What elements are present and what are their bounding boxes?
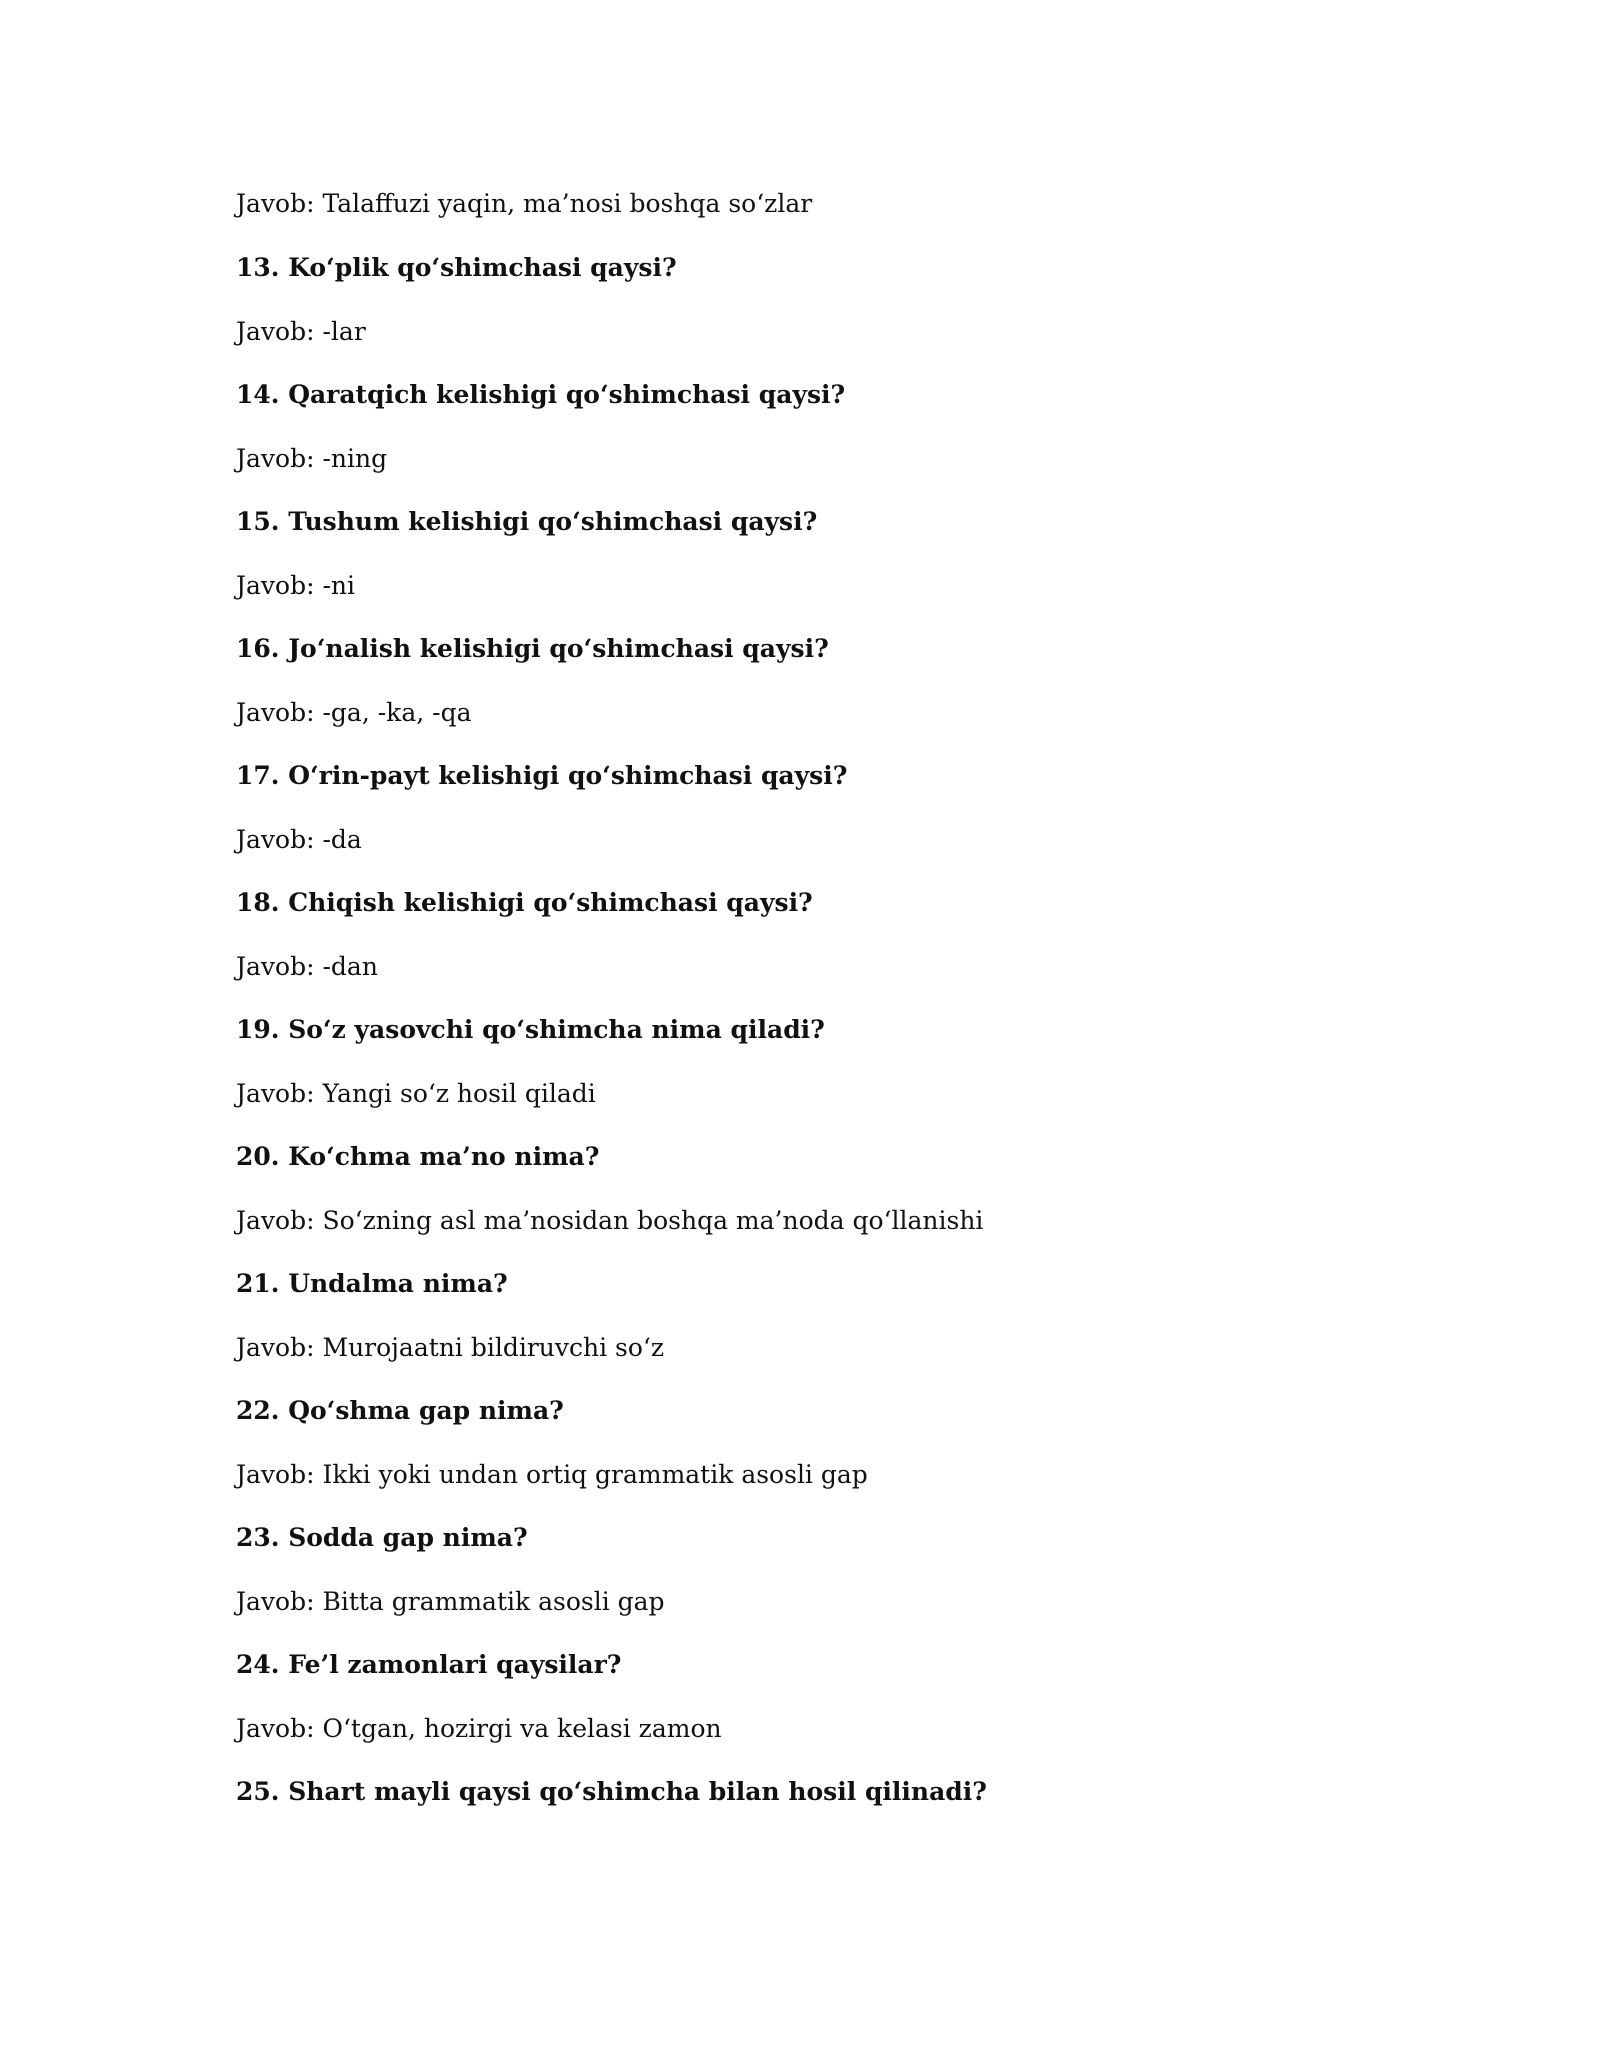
question-heading: 19. So‘z yasovchi qo‘shimcha nima qiladi?	[236, 1015, 825, 1044]
answer-text: Javob: Bitta grammatik asosli gap	[236, 1587, 665, 1616]
answer-text: Javob: Murojaatni bildiruvchi so‘z	[236, 1333, 665, 1362]
question-heading: 22. Qo‘shma gap nima?	[236, 1396, 564, 1425]
question-heading: 17. O‘rin-payt kelishigi qo‘shimchasi qaysi?	[236, 761, 848, 790]
question-heading: 13. Ko‘plik qo‘shimchasi qaysi?	[236, 253, 677, 282]
answer-text: Javob: -ga, -ka, -qa	[236, 698, 472, 727]
question-heading: 16. Jo‘nalish kelishigi qo‘shimchasi qaysi?	[236, 634, 829, 663]
answer-text: Javob: -lar	[236, 317, 366, 346]
answer-text: Javob: Talaffuzi yaqin, ma’nosi boshqa so‘zlar	[236, 189, 813, 218]
question-heading: 23. Sodda gap nima?	[236, 1523, 528, 1552]
question-heading: 18. Chiqish kelishigi qo‘shimchasi qaysi?	[236, 888, 813, 917]
answer-text: Javob: -ning	[236, 444, 388, 473]
answer-text: Javob: -da	[236, 825, 362, 854]
question-heading: 14. Qaratqich kelishigi qo‘shimchasi qaysi?	[236, 380, 846, 409]
question-heading: 15. Tushum kelishigi qo‘shimchasi qaysi?	[236, 507, 818, 536]
answer-text: Javob: -dan	[236, 952, 378, 981]
question-heading: 25. Shart mayli qaysi qo‘shimcha bilan hosil qilinadi?	[236, 1777, 987, 1806]
answer-text: Javob: O‘tgan, hozirgi va kelasi zamon	[236, 1714, 722, 1743]
answer-text: Javob: Yangi so‘z hosil qiladi	[236, 1079, 596, 1108]
question-heading: 20. Ko‘chma ma’no nima?	[236, 1142, 600, 1171]
answer-text: Javob: So‘zning asl ma’nosidan boshqa ma’noda qo‘llanishi	[236, 1206, 984, 1235]
question-heading: 21. Undalma nima?	[236, 1269, 508, 1298]
answer-text: Javob: Ikki yoki undan ortiq grammatik asosli gap	[236, 1460, 868, 1489]
question-heading: 24. Fe’l zamonlari qaysilar?	[236, 1650, 622, 1679]
answer-text: Javob: -ni	[236, 571, 356, 600]
